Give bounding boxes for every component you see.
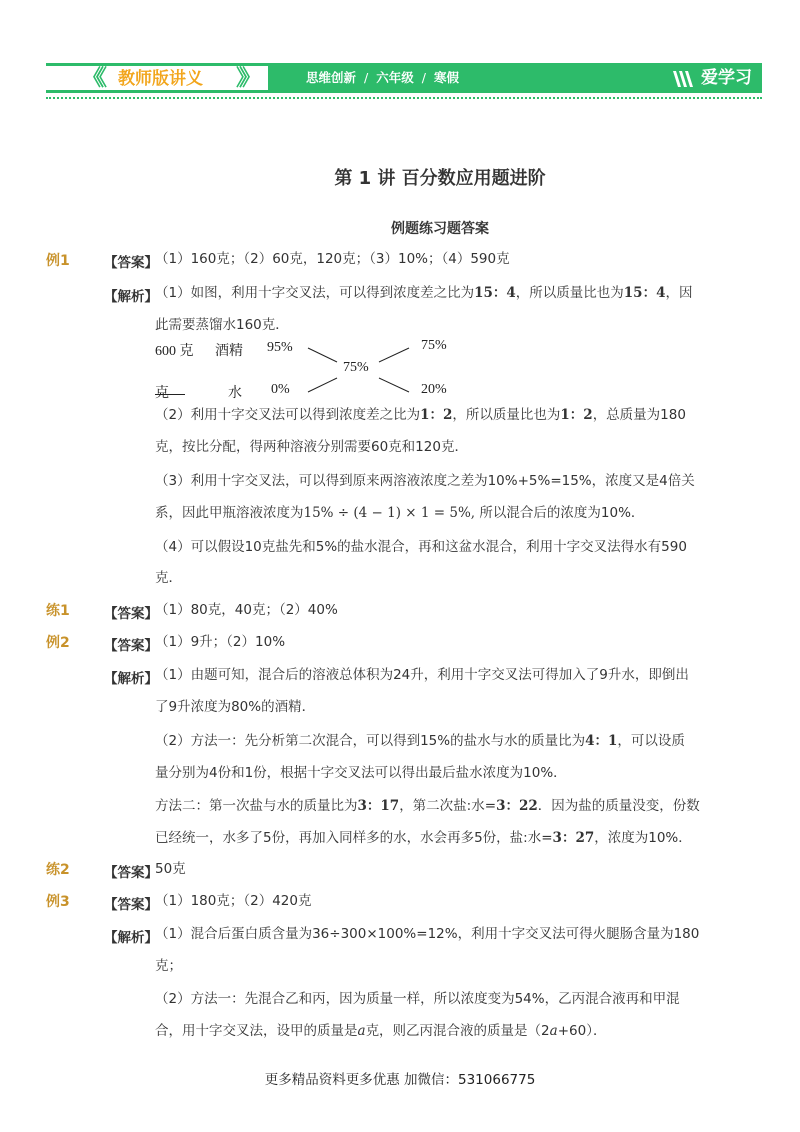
example-2-analysis-2-line-1 (155, 731, 685, 751)
practice-1-answer: （1）80克，40克；（2）40% (155, 602, 338, 618)
text: ，总质量为180 (592, 407, 686, 423)
example-3-analysis-2-line-1: （2）方法一：先混合乙和丙，因为质量一样，所以浓度变为54%，乙丙混合液再和甲混 (155, 991, 680, 1007)
example-3-analysis-1-line-2: 克； (155, 958, 182, 974)
text: 所以混合后的浓度为10%． (475, 505, 645, 521)
cross-row2-unit: 克 (155, 386, 169, 401)
example-2-analysis-1-line-1: （1）由题可知，混合后的溶液总体积为24升，利用十字交叉法可得加入了9升水，即倒出 (155, 667, 689, 683)
cross-center-percent: 75% (343, 360, 369, 375)
cross-method-diagram (155, 336, 475, 406)
ratio: 3：17 (357, 798, 400, 814)
example-1-answer: （1）160克；（2）60克，120克；（3）10%；（4）590克 (155, 251, 510, 267)
text: ，可以设质 (617, 733, 685, 749)
cross-row2-percent: 0% (271, 382, 290, 397)
text: （2）利用十字交叉法可以得到浓度差之比为 (155, 407, 421, 423)
lesson-title: 第 1 讲 百分数应用题进阶 (334, 168, 546, 189)
practice-2-tag: 练2 (46, 862, 70, 878)
header-banner (46, 63, 762, 93)
subtitle-grade: 六年级 (376, 70, 414, 85)
practice-2-answer: 50克 (155, 861, 186, 877)
example-2-analysis-1-line-2: 了9升浓度为80%的酒精． (155, 699, 316, 715)
example-2-analysis-2-line-2: 量分别为4份和1份，根据十字交叉法可以得出最后盐水浓度为10%． (155, 765, 567, 781)
text: 已经统一，水多了5份，再加入同样多的水，水会再多5份，盐:水= (155, 830, 553, 846)
answer-label: 【答案】 (104, 638, 158, 654)
badge-title: 教师版讲义 (118, 69, 203, 89)
cross-row2-difference: 20% (421, 382, 447, 397)
cross-row1-difference: 75% (421, 338, 447, 353)
ratio: 3：27 (552, 830, 595, 846)
example-1-analysis-4-line-1: （4）可以假设10克盐先和5%的盐水混合，再和这盆水混合，利用十字交叉法得水有590 (155, 539, 687, 555)
text: 方法二：第一次盐与水的质量比为 (155, 798, 358, 814)
example-1-analysis-1-line-1 (155, 283, 692, 303)
cross-row1-amount: 600 克 (155, 344, 194, 359)
example-1-analysis-4-line-2: 克． (155, 570, 182, 586)
header-subtitle (306, 69, 459, 87)
ixue-logo-icon (671, 67, 697, 89)
example-2-method-2-line-2 (155, 828, 692, 848)
double-chevron-right-icon: 》》 (236, 66, 254, 91)
text: 系，因此甲瓶溶液浓度为 (155, 505, 304, 521)
cross-row2-name: 水 (228, 386, 242, 401)
answer-label: 【答案】 (104, 865, 158, 881)
text: 合，用十字交叉法，设甲的质量是 (155, 1023, 358, 1039)
brand-name: 爱学习 (701, 68, 752, 88)
example-1-analysis-3-line-2 (155, 503, 644, 523)
example-1-analysis-1-line-2: 此需要蒸馏水160克． (155, 317, 289, 333)
cross-row1-name: 酒精 (215, 344, 243, 359)
text: ，所以质量比也为 (452, 407, 561, 423)
text: （1）如图，利用十字交叉法，可以得到浓度差之比为 (155, 285, 475, 301)
text: ．因为盐的质量没变，份数 (537, 798, 700, 814)
analysis-label: 【解析】 (104, 289, 158, 305)
answer-label: 【答案】 (104, 255, 158, 271)
text: ，所以质量比也为 (515, 285, 624, 301)
practice-1-tag: 练1 (46, 603, 70, 619)
footer-promo: 更多精品资料更多优惠 加微信：531066775 (264, 1072, 536, 1088)
ratio: 15：4 (474, 285, 516, 301)
ratio: 4：1 (585, 733, 618, 749)
variable: a (549, 1023, 558, 1039)
example-3-tag: 例3 (46, 894, 70, 910)
ratio: 1：2 (560, 407, 593, 423)
answer-label: 【答案】 (104, 897, 158, 913)
analysis-label: 【解析】 (104, 671, 158, 687)
example-2-method-2-line-1 (155, 796, 700, 816)
ratio: 15：4 (623, 285, 666, 301)
example-2-answer: （1）9升；（2）10% (155, 634, 286, 650)
example-1-analysis-3-line-1: （3）利用十字交叉法，可以得到原来两溶液浓度之差为10%+5%=15%，浓度又是4倍关 (155, 473, 695, 489)
cross-row1-percent: 95% (267, 340, 293, 355)
ratio: 3：22 (496, 798, 538, 814)
subtitle-term: 寒假 (433, 70, 459, 85)
cross-lines (155, 336, 475, 406)
ratio: 1：2 (420, 407, 453, 423)
text: +60）． (557, 1023, 607, 1039)
example-1-analysis-2-line-1 (155, 405, 686, 425)
text: ，浓度为10%． (594, 830, 692, 846)
brand (671, 66, 752, 90)
example-3-analysis-1-line-1: （1）混合后蛋白质含量为36÷300×100%=12%，利用十字交叉法可得火腿肠含量为180 (155, 926, 700, 942)
example-1-analysis-2-line-2: 克，按比分配，得两种溶液分别需要60克和120克． (155, 439, 468, 455)
analysis-label: 【解析】 (104, 930, 158, 946)
text: ，第二次盐:水= (399, 798, 497, 814)
subtitle-separator: / (421, 70, 426, 85)
section-title: 例题练习题答案 (391, 221, 489, 237)
example-1-tag: 例1 (46, 253, 70, 269)
text: ，因 (665, 285, 693, 301)
text: 克，则乙丙混合液的质量是（2 (365, 1023, 550, 1039)
subtitle-course: 思维创新 (306, 70, 357, 85)
badge-box (46, 63, 268, 93)
text: （2）方法一：先分析第二次混合，可以得到15%的盐水与水的质量比为 (155, 733, 586, 749)
example-3-analysis-2-line-2 (155, 1021, 606, 1041)
formula: 15% ÷ (4 − 1) × 1 = 5%, (303, 505, 476, 521)
double-chevron-left-icon: 《《 (82, 66, 100, 91)
variable: a (357, 1023, 366, 1039)
example-2-tag: 例2 (46, 635, 70, 651)
example-3-answer: （1）180克；（2）420克 (155, 893, 312, 909)
answer-label: 【答案】 (104, 606, 158, 622)
subtitle-separator: / (364, 70, 369, 85)
header-dotted-divider (46, 97, 762, 99)
